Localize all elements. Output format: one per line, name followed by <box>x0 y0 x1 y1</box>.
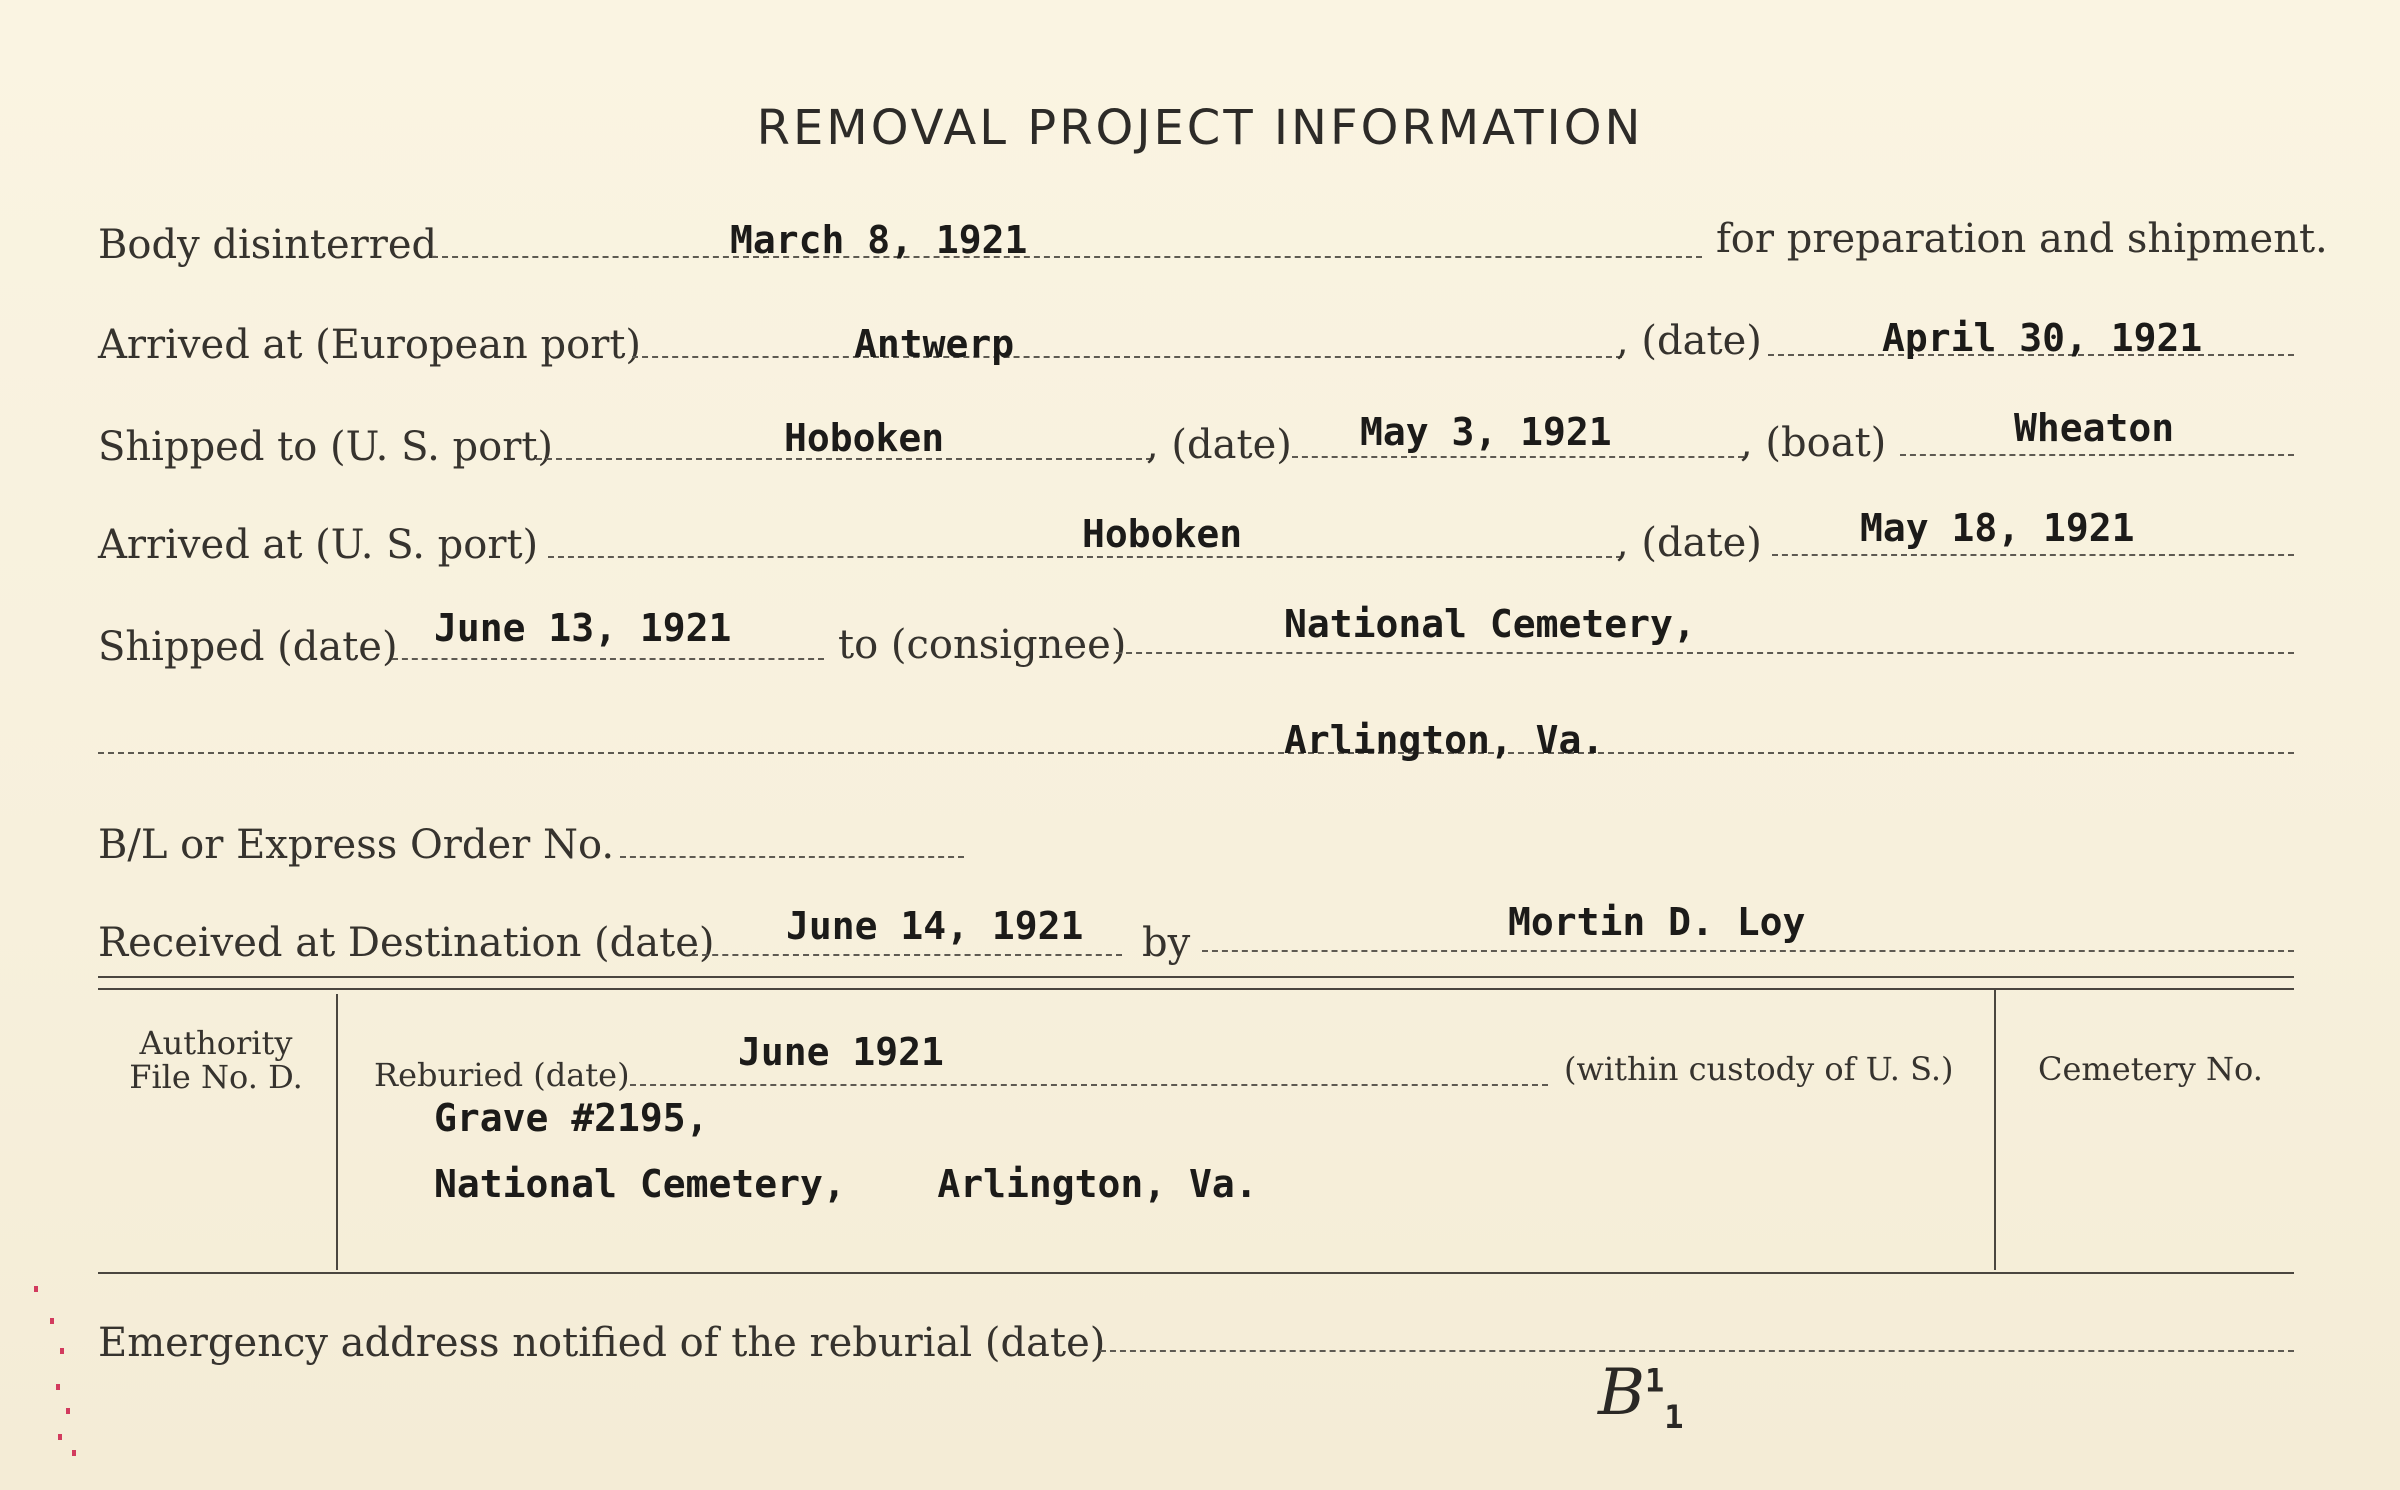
value-arrived-us-port: Hoboken <box>1082 512 1243 556</box>
value-received-by: Mortin D. Loy <box>1508 900 1806 944</box>
label-shipped-date: , (date) <box>1146 422 1292 468</box>
value-shipped-us-port: Hoboken <box>784 416 945 460</box>
label-custody: (within custody of U. S.) <box>1564 1050 1954 1088</box>
field-arrived-us-port[interactable] <box>548 556 1622 558</box>
field-received-date[interactable] <box>692 954 1122 956</box>
field-consignee[interactable] <box>1116 652 2294 654</box>
label-bl-order: B/L or Express Order No. <box>98 822 615 868</box>
field-bl-order[interactable] <box>620 856 964 858</box>
page-title: REMOVAL PROJECT INFORMATION <box>756 100 1644 156</box>
label-cemetery-no: Cemetery No. <box>2038 1050 2263 1088</box>
stain-mark <box>72 1450 76 1456</box>
field-shipped-date[interactable] <box>1292 456 1744 458</box>
label-reburied: Reburied (date) <box>374 1056 630 1094</box>
label-boat: , (boat) <box>1740 420 1887 466</box>
field-reburied[interactable] <box>630 1084 1548 1086</box>
box-divider-right <box>1994 988 1996 1270</box>
field-body-disinterred[interactable] <box>432 256 1702 258</box>
label-received-by: by <box>1142 920 1191 966</box>
field-received-by[interactable] <box>1202 950 2294 952</box>
field-arrived-date[interactable] <box>1772 554 2294 556</box>
value-boat: Wheaton <box>2014 406 2175 450</box>
label-body-disinterred: Body disinterred <box>98 222 438 268</box>
value-body-disinterred: March 8, 1921 <box>730 218 1028 262</box>
stain-mark <box>66 1408 70 1414</box>
box-bottom-rule <box>98 1272 2294 1274</box>
field-shipped-on-date[interactable] <box>392 658 824 660</box>
initials-superscript: 1 <box>1645 1361 1665 1400</box>
box-top-rule-2 <box>98 988 2294 990</box>
stain-mark <box>58 1434 62 1440</box>
box-top-rule <box>98 976 2294 978</box>
value-grave-line2: National Cemetery, Arlington, Va. <box>434 1162 1258 1206</box>
label-shipped-us-port: Shipped to (U. S. port) <box>98 424 553 470</box>
value-european-date: April 30, 1921 <box>1882 316 2203 360</box>
stain-mark <box>50 1318 54 1324</box>
value-grave-line1: Grave #2195, <box>434 1096 709 1140</box>
field-boat[interactable] <box>1900 454 2294 456</box>
label-file-no: File No. D. <box>129 1058 303 1096</box>
label-authority: Authority <box>139 1024 293 1062</box>
label-european-date: , (date) <box>1616 318 1762 364</box>
value-reburied: June 1921 <box>738 1030 944 1074</box>
label-european-port: Arrived at (European port) <box>98 322 642 368</box>
stain-mark <box>34 1286 38 1292</box>
label-arrived-date: , (date) <box>1616 520 1762 566</box>
value-shipped-date: May 3, 1921 <box>1360 410 1612 454</box>
value-consignee-continued: Arlington, Va. <box>1284 718 1605 762</box>
value-received-date: June 14, 1921 <box>786 904 1084 948</box>
label-emergency-address: Emergency address notified of the reburial (date) <box>98 1320 1106 1366</box>
initials-letter: B <box>1598 1356 1646 1430</box>
handwritten-initials <box>1598 1356 1684 1436</box>
initials-subscript: 1 <box>1664 1397 1684 1436</box>
label-arrived-us-port: Arrived at (U. S. port) <box>98 522 539 568</box>
field-european-port[interactable] <box>632 356 1622 358</box>
value-arrived-date: May 18, 1921 <box>1860 506 2135 550</box>
value-shipped-on-date: June 13, 1921 <box>434 606 732 650</box>
stain-mark <box>56 1384 60 1390</box>
field-consignee-continued[interactable] <box>98 752 2294 754</box>
field-emergency-date[interactable] <box>1100 1350 2294 1352</box>
value-consignee: National Cemetery, <box>1284 602 1696 646</box>
label-preparation-shipment: for preparation and shipment. <box>1716 216 2328 262</box>
stain-mark <box>60 1348 64 1354</box>
value-european-port: Antwerp <box>854 322 1015 366</box>
label-shipped-date-consignee: Shipped (date) <box>98 624 398 670</box>
label-consignee: to (consignee) <box>838 622 1127 668</box>
label-received-destination: Received at Destination (date) <box>98 920 715 966</box>
box-divider-left <box>336 994 338 1270</box>
